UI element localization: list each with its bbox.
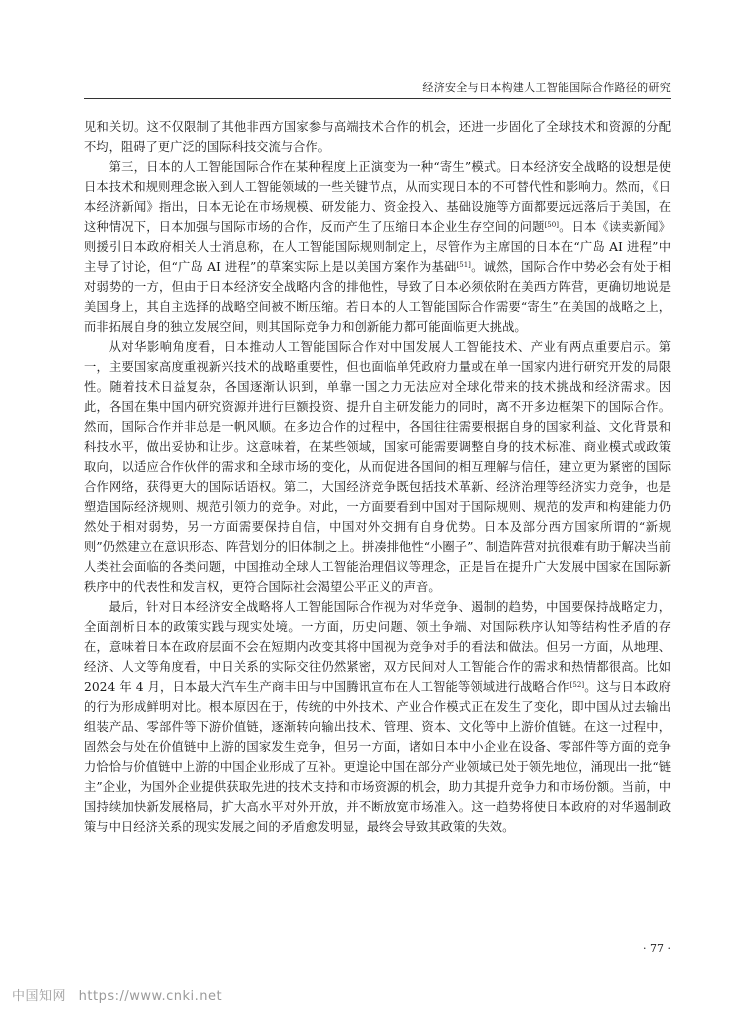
article-body (84, 117, 671, 837)
page-number: · 77 · (643, 942, 671, 955)
citation-ref-52[interactable]: [52] (569, 681, 585, 689)
paragraph-continuation: 见和关切。这不仅限制了其他非西方国家参与高端技术合作的机会，还进一步固化了全球技术和资源的分配不均，阻碍了更广泛的国际科技交流与合作。 (84, 120, 671, 154)
text-segment: 第三，日本的人工智能国际合作在某种程度上正演变为一种“寄生”模式。日本经济安全战略的设想是使日本技术和规则理念嵌入到人工智能领域的一些关键节点，从而实现日本的不可替代性和影响力。然而，《日本经济新闻》指出，日本无论在市场规模、研发能力、资金投入、基础设施等方面都要远远落后于美国，在这种情况下，日本加强与国际市场的合作，反而产生了压缩日本企业生存空间的问题 (84, 160, 671, 234)
watermark-site-name: 中国知网 (12, 989, 67, 1004)
citation-ref-50[interactable]: [50] (544, 221, 559, 229)
text-segment: 。日本《读卖新闻》则援引日本政府相关人士消息称，在人工智能国际规则制定上，尽管作为主席国的日本在“广岛 AI 进程”中主导了讨论，但“广岛 AI 进程”的草案实际上是以美国方案作为基础 (84, 220, 671, 274)
text-segment: 。诚然，国际合作中势必会有处于相对弱势的一方，但由于日本经济安全战略内含的排他性，导致了日本必须依附在美西方阵营，更确切地说是美国身上，其自主选择的战略空间被不断压缩。若日本的人工智能国际合作需要“寄生”在美国的战略之上，而非拓展自身的独立发展空间，则其国际竞争力和创新能力都可能面临更大挑战。 (84, 260, 671, 334)
header-rule (84, 98, 671, 99)
paragraph-third-point (84, 157, 671, 337)
citation-ref-51[interactable]: [51] (456, 261, 471, 269)
text-segment: 。这与日本政府的行为形成鲜明对比。根本原因在于，传统的中外技术、产业合作模式正在发生了变化，即中国从过去输出组装产品、零部件等下游价值链，逐渐转向输出技术、管理、资本、文化等中上游价值链。在这一过程中，固然会与处在价值链中上游的国家发生竞争，但另一方面，诸如日本中小企业在设备、零部件等方面的竞争力恰恰与价值链中上游的中国企业形成了互补。更遑论中国在部分产业领域已处于领先地位，涌现出一批“链主”企业，为国外企业提供获取先进的技术支持和市场资源的机会，助力其提升竞争力和市场份额。当前，中国持续加快新发展格局，扩大高水平对外开放，并不断放宽市场准入。这一趋势将使日本政府的对华遏制政策与中日经济关系的现实发展之间的矛盾愈发明显，最终会导致其政策的失效。 (84, 680, 671, 834)
paragraph-conclusion (84, 597, 671, 837)
running-header: 经济安全与日本构建人工智能国际合作路径的研究 (422, 81, 671, 94)
paragraph-china-implications: 从对华影响角度看，日本推动人工智能国际合作对中国发展人工智能技术、产业有两点重要启示。第一，主要国家高度重视新兴技术的战略重要性，但也面临单凭政府力量或在单一国家内进行研究开发的局限性。随着技术日益复杂，各国逐渐认识到，单靠一国之力无法应对全球化带来的技术挑战和经济需求。因此，各国在集中国内研究资源并进行巨额投资、提升自主研发能力的同时，离不开多边框架下的国际合作。然而，国际合作并非总是一帆风顺。在多边合作的过程中，各国往往需要根据自身的国家利益、文化背景和科技水平，做出妥协和让步。这意味着，在某些领域，国家可能需要调整自身的技术标准、商业模式或政策取向，以适应合作伙伴的需求和全球市场的变化，从而促进各国间的相互理解与信任，建立更为紧密的国际合作网络，获得更大的国际话语权。第二，大国经济竞争既包括技术革新、经济治理等经济实力竞争，也是塑造国际经济规则、规范引领力的竞争。对此，一方面要看到中国对于国际规则、规范的发声和构建能力仍然处于相对弱势，另一方面需要保持自信，中国对外交拥有自身优势。日本及部分西方国家所谓的“新规则”仍然建立在意识形态、阵营划分的旧体制之上。拼凑排他性“小圈子”、制造阵营对抗很难有助于解决当前人类社会面临的各类问题，中国推动全球人工智能治理倡议等理念，正是旨在提升广大发展中国家在国际新秩序中的代表性和发言权，更符合国际社会渴望公平正义的声音。 (84, 340, 671, 594)
watermark-url[interactable]: https://www.cnki.net (78, 989, 223, 1004)
text-segment: 最后，针对日本经济安全战略将人工智能国际合作视为对华竞争、遏制的趋势，中国要保持战略定力，全面剖析日本的政策实践与现实处境。一方面，历史问题、领土争端、对国际秩序认知等结构性矛盾的存在，意味着日本在政府层面不会在短期内改变其将中国视为竞争对手的看法和做法。但另一方面，从地理、经济、人文等角度看，中日关系的实际交往仍然紧密，双方民间对人工智能合作的需求和热情都很高。比如 2024 年 4 月，日本最大汽车生产商丰田与中国腾讯宣布在人工智能等领域进行战略合作 (84, 600, 671, 694)
cnki-watermark[interactable] (12, 985, 230, 1004)
